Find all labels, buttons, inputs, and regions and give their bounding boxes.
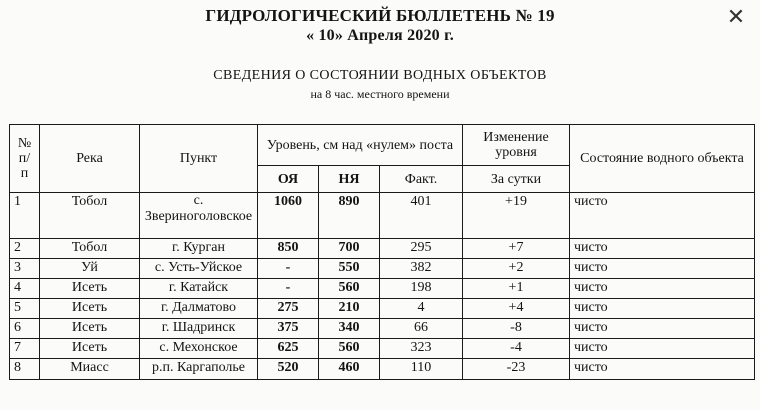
- row-nya: 890: [319, 193, 380, 239]
- row-state: чисто: [570, 239, 755, 259]
- header-per-day: За сутки: [463, 166, 570, 193]
- table-row: [10, 339, 755, 359]
- row-nya: 340: [319, 319, 380, 339]
- row-point: с. Звериноголовское: [140, 193, 258, 239]
- header-river: Река: [40, 125, 140, 193]
- row-fact: 382: [380, 259, 463, 279]
- row-nya: 560: [319, 279, 380, 299]
- row-point: г. Курган: [140, 239, 258, 259]
- bulletin-date: « 10» Апреля 2020 г.: [306, 27, 454, 44]
- row-nya: 460: [319, 359, 380, 380]
- row-fact: 4: [380, 299, 463, 319]
- row-river: Тобол: [40, 239, 140, 259]
- row-oya: 375: [258, 319, 319, 339]
- row-change: +1: [463, 279, 570, 299]
- table-row: [10, 279, 755, 299]
- row-fact: 110: [380, 359, 463, 380]
- row-fact: 198: [380, 279, 463, 299]
- row-river: Исеть: [40, 339, 140, 359]
- row-oya: -: [258, 279, 319, 299]
- row-river: Миасс: [40, 359, 140, 380]
- row-num: 8: [10, 359, 40, 380]
- row-point: с. Мехонское: [140, 339, 258, 359]
- row-river: Исеть: [40, 299, 140, 319]
- table-row: [10, 359, 755, 380]
- water-objects-table: [9, 124, 755, 380]
- row-num: 6: [10, 319, 40, 339]
- row-state: чисто: [570, 299, 755, 319]
- row-oya: -: [258, 259, 319, 279]
- row-change: +7: [463, 239, 570, 259]
- header-change: Изменение уровня: [463, 125, 570, 166]
- row-state: чисто: [570, 339, 755, 359]
- row-state: чисто: [570, 359, 755, 380]
- close-icon[interactable]: ✕: [726, 5, 746, 30]
- row-river: Тобол: [40, 193, 140, 239]
- row-oya: 625: [258, 339, 319, 359]
- row-point: с. Усть-Уйское: [140, 259, 258, 279]
- section-heading: СВЕДЕНИЯ О СОСТОЯНИИ ВОДНЫХ ОБЪЕКТОВ: [213, 68, 547, 83]
- row-num: 2: [10, 239, 40, 259]
- row-river: Исеть: [40, 279, 140, 299]
- row-point: г. Катайск: [140, 279, 258, 299]
- row-oya: 1060: [258, 193, 319, 239]
- row-river: Исеть: [40, 319, 140, 339]
- table-row: [10, 239, 755, 259]
- row-nya: 560: [319, 339, 380, 359]
- row-num: 3: [10, 259, 40, 279]
- row-point: г. Шадринск: [140, 319, 258, 339]
- row-oya: 275: [258, 299, 319, 319]
- header-num: № п/ п: [10, 125, 40, 193]
- row-state: чисто: [570, 259, 755, 279]
- row-nya: 550: [319, 259, 380, 279]
- header-level: Уровень, см над «нулем» поста: [258, 125, 463, 166]
- row-num: 1: [10, 193, 40, 239]
- row-change: -23: [463, 359, 570, 380]
- row-change: -8: [463, 319, 570, 339]
- row-fact: 295: [380, 239, 463, 259]
- time-note: на 8 час. местного времени: [310, 87, 450, 101]
- row-point: г. Далматово: [140, 299, 258, 319]
- row-state: чисто: [570, 193, 755, 239]
- row-state: чисто: [570, 319, 755, 339]
- header-point: Пункт: [140, 125, 258, 193]
- row-point: р.п. Каргаполье: [140, 359, 258, 380]
- row-state: чисто: [570, 279, 755, 299]
- header-nya: НЯ: [319, 166, 380, 193]
- row-num: 5: [10, 299, 40, 319]
- header-fact: Факт.: [380, 166, 463, 193]
- table-row: [10, 193, 755, 239]
- row-change: +2: [463, 259, 570, 279]
- row-nya: 700: [319, 239, 380, 259]
- row-fact: 323: [380, 339, 463, 359]
- row-num: 7: [10, 339, 40, 359]
- bulletin-title: ГИДРОЛОГИЧЕСКИЙ БЮЛЛЕТЕНЬ № 19: [205, 6, 555, 25]
- row-fact: 401: [380, 193, 463, 239]
- row-fact: 66: [380, 319, 463, 339]
- row-change: -4: [463, 339, 570, 359]
- row-change: +19: [463, 193, 570, 239]
- table-row: [10, 259, 755, 279]
- row-river: Уй: [40, 259, 140, 279]
- row-change: +4: [463, 299, 570, 319]
- table-row: [10, 299, 755, 319]
- row-oya: 520: [258, 359, 319, 380]
- table-row: [10, 319, 755, 339]
- row-nya: 210: [319, 299, 380, 319]
- row-oya: 850: [258, 239, 319, 259]
- header-oya: ОЯ: [258, 166, 319, 193]
- header-state: Состояние водного объекта: [570, 125, 755, 193]
- row-num: 4: [10, 279, 40, 299]
